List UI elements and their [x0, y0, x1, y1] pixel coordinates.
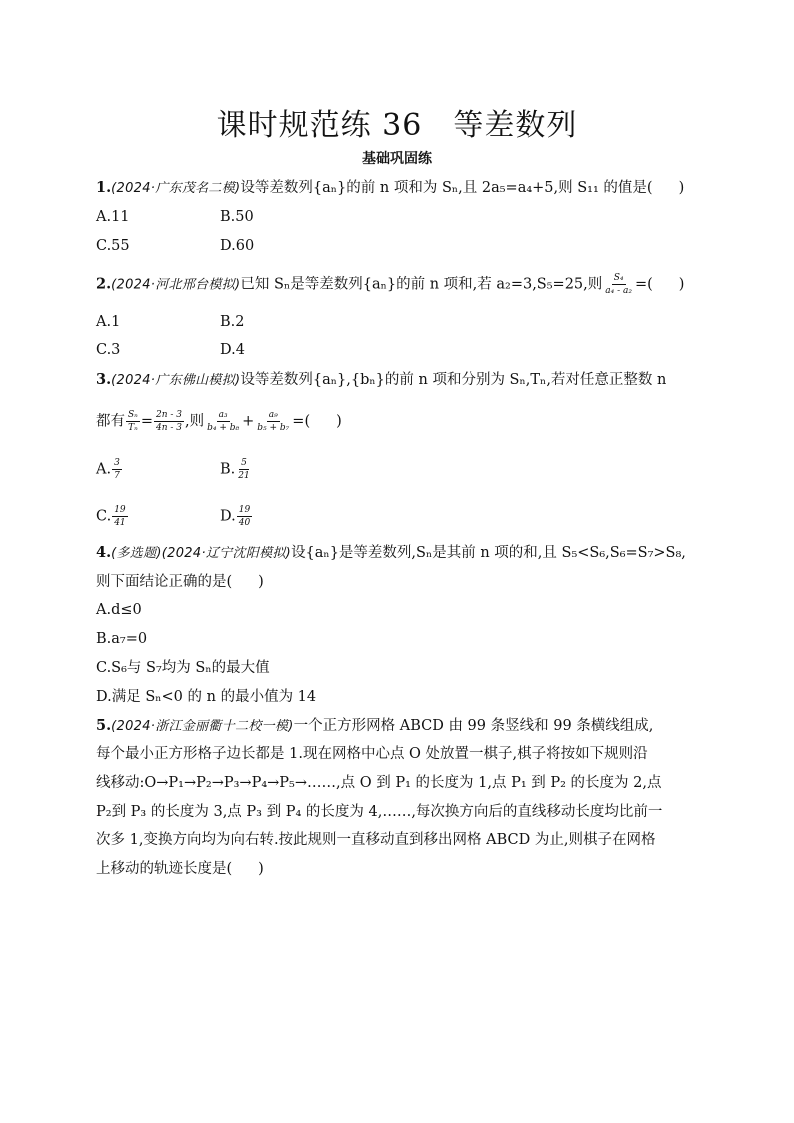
- option-d: D.60: [220, 238, 255, 254]
- question-number: 3.: [96, 371, 112, 388]
- question-source: (2024·广东茂名二模): [111, 181, 241, 196]
- fraction: $\frac{2n - 3}{4n - 3}$: [155, 410, 182, 433]
- option-a: A.1: [96, 314, 121, 330]
- question-source: (2024·河北邢台模拟): [111, 277, 241, 293]
- fraction: $\frac{\text{S₄}}{\text{a₄ - a₂}}$: [605, 273, 632, 296]
- option-a: A. $\frac{3}{7}$: [96, 458, 120, 481]
- question-source: (2024·浙江金丽衢十二校一模): [111, 719, 294, 734]
- question-source: (2024·广东佛山模拟): [111, 373, 241, 388]
- option-b: B.2: [220, 314, 245, 330]
- question-3-stem: [96, 370, 666, 391]
- question-2-stem: 2.(2024·河北邢台模拟)已知 Sₙ是等差数列{aₙ}的前 n 项和,若 a₂=3,S₅=25,则 $\frac{\text{S₄}}{\text{a₄ - a₂}}$ =( ): [96, 273, 685, 296]
- question-4-stem: [96, 543, 686, 564]
- fraction: $\frac{\text{a₃}}{\text{b₄ + b₈}}$: [207, 410, 240, 433]
- option-d: D.满足 Sₙ<0 的 n 的最小值为 14: [96, 689, 317, 705]
- question-3-line-2: 都有 $\frac{\text{Sₙ}}{\text{Tₙ}}$ = $\frac{2n - 3}{4n - 3}$ ,则 $\frac{\text{a₃}}{\text{b₄ + b₈}}$ + $\frac{\text{a₉}}{\text{b₅ + b₇}}$ =( ): [96, 410, 342, 433]
- fraction: $\frac{\text{a₉}}{\text{b₅ + b₇}}$: [257, 410, 290, 433]
- question-5-line: 线移动:O→P₁→P₂→P₃→P₄→P₅→……,点 O 到 P₁ 的长度为 1,点 P₁ 到 P₂ 的长度为 2,点: [96, 775, 662, 791]
- question-5-stem: [96, 716, 653, 737]
- question-text: 设{aₙ}是等差数列,Sₙ是其前 n 项的和,且 S₅<S₆,S₆=S₇>S₈,: [291, 545, 686, 561]
- option-b: B.50: [220, 209, 254, 225]
- option-b: B. $\frac{5}{21}$: [220, 458, 250, 481]
- option-c: C.3: [96, 342, 121, 358]
- page-title: 课时规范练 36 等差数列: [216, 108, 578, 143]
- question-number: 4.: [96, 544, 112, 561]
- question-text: 设等差数列{aₙ},{bₙ}的前 n 项和分别为 Sₙ,Tₙ,若对任意正整数 n: [240, 372, 667, 388]
- question-number: 5.: [96, 717, 112, 734]
- question-5-line: 次多 1,变换方向均为向右转.按此规则一直移动直到移出网格 ABCD 为止,则棋子在网格: [96, 832, 656, 848]
- question-1-stem: [96, 178, 684, 199]
- fraction: $\frac{\text{Sₙ}}{\text{Tₙ}}$: [128, 410, 138, 433]
- question-4-line-2: 则下面结论正确的是( ): [96, 574, 264, 590]
- question-source: (2024·辽宁沈阳模拟): [161, 546, 292, 561]
- option-d: D.4: [220, 342, 245, 358]
- option-b: B.a₇=0: [96, 631, 148, 647]
- question-5-line: P₂到 P₃ 的长度为 3,点 P₃ 到 P₄ 的长度为 4,……,每次换方向后的直线移动长度均比前一: [96, 804, 663, 820]
- option-c: C.55: [96, 238, 130, 254]
- question-tag: (多选题): [111, 546, 162, 561]
- option-a: A.d≤0: [96, 602, 142, 618]
- question-text: 设等差数列{aₙ}的前 n 项和为 Sₙ,且 2a₅=a₄+5,则 S₁₁ 的值是(: [240, 180, 653, 196]
- option-c: C. $\frac{19}{41}$: [96, 505, 126, 528]
- question-5-line: 每个最小正方形格子边长都是 1.现在网格中心点 O 处放置一棋子,棋子将按如下规则沿: [96, 746, 648, 762]
- section-heading: 基础巩固练: [362, 151, 432, 167]
- question-5-line-last: 上移动的轨迹长度是( ): [96, 861, 264, 877]
- question-text: 已知 Sₙ是等差数列{aₙ}的前 n 项和,若 a₂=3,S₅=25,则: [240, 276, 603, 293]
- option-d: D. $\frac{19}{40}$: [220, 505, 251, 528]
- option-a: A.11: [96, 209, 130, 225]
- option-c: C.S₆与 S₇均为 Sₙ的最大值: [96, 660, 270, 676]
- question-number: 2.: [96, 275, 112, 293]
- close-paren: ): [678, 180, 685, 196]
- question-text: 一个正方形网格 ABCD 由 99 条竖线和 99 条横线组成,: [293, 718, 654, 734]
- question-number: 1.: [96, 179, 112, 196]
